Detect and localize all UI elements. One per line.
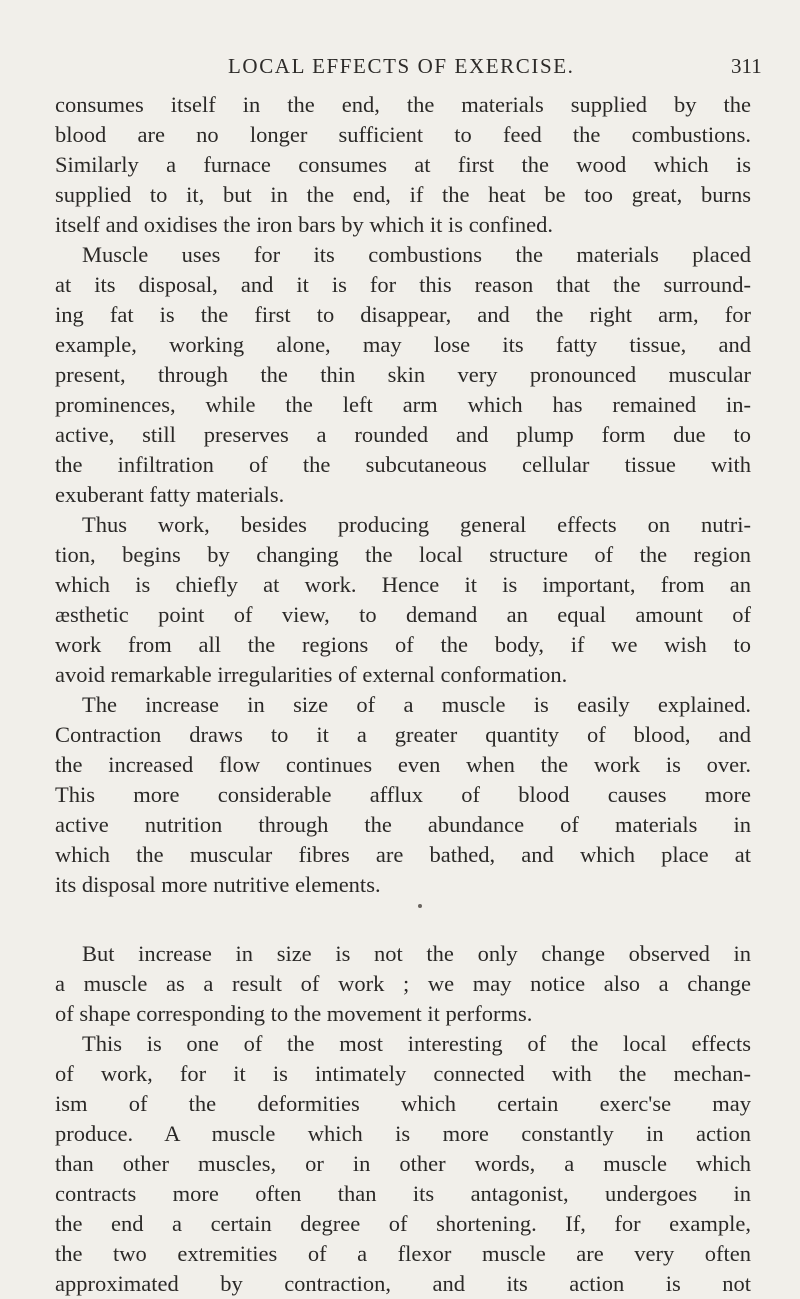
text-line: which the muscular fibres are bathed, and which place at [55,842,751,867]
text-line: contracts more often than its antagonist, undergoes in [55,1181,751,1206]
text-line: at its disposal, and it is for this reason that the surround- [55,272,751,297]
text-line: This more considerable afflux of blood causes more [55,782,751,807]
text-line: active, still preserves a rounded and plump form due to [55,422,751,447]
text-line: This is one of the most interesting of the local effects [82,1031,751,1056]
text-line: a muscle as a result of work ; we may notice also a change [55,971,751,996]
text-line: The increase in size of a muscle is easily explained. [82,692,751,717]
text-line: Contraction draws to it a greater quantity of blood, and [55,722,751,747]
text-line: blood are no longer sufficient to feed the combustions. [55,122,751,147]
text-line: the two extremities of a flexor muscle are very often [55,1241,751,1266]
text-line: æsthetic point of view, to demand an equal amount of [55,602,751,627]
text-line: prominences, while the left arm which has remained in- [55,392,751,417]
print-speck [418,904,422,908]
text-line: Thus work, besides producing general effects on nutri- [82,512,751,537]
text-line: which is chiefly at work. Hence it is important, from an [55,572,751,597]
text-line: avoid remarkable irregularities of external conformation. [55,662,568,687]
text-line: example, working alone, may lose its fatty tissue, and [55,332,751,357]
text-line: Muscle uses for its combustions the materials placed [82,242,751,267]
text-line: the infiltration of the subcutaneous cellular tissue with [55,452,751,477]
text-line: of work, for it is intimately connected with the mechan- [55,1061,751,1086]
text-line: exuberant fatty materials. [55,482,285,507]
text-line: Similarly a furnace consumes at first the wood which is [55,152,751,177]
text-line: the end a certain degree of shortening. If, for example, [55,1211,751,1236]
text-line: work from all the regions of the body, if we wish to [55,632,751,657]
text-line: approximated by contraction, and its action is not [55,1271,751,1296]
text-line: tion, begins by changing the local structure of the region [55,542,751,567]
text-line: But increase in size is not the only change observed in [82,941,751,966]
text-line: produce. A muscle which is more constantly in action [55,1121,751,1146]
text-line: of shape corresponding to the movement it performs. [55,1001,533,1026]
text-line: the increased flow continues even when the work is over. [55,752,751,777]
text-line: present, through the thin skin very pronounced muscular [55,362,751,387]
text-line: ing fat is the first to disappear, and the right arm, for [55,302,751,327]
text-line: than other muscles, or in other words, a muscle which [55,1151,751,1176]
text-line: ism of the deformities which certain exerc'se may [55,1091,751,1116]
text-line: supplied to it, but in the end, if the heat be too great, burns [55,182,751,207]
text-line: consumes itself in the end, the materials supplied by the [55,92,751,117]
text-line: itself and oxidises the iron bars by which it is confined. [55,212,554,237]
text-line: active nutrition through the abundance of materials in [55,812,751,837]
running-head: LOCAL EFFECTS OF EXERCISE. [228,54,575,78]
text-line: its disposal more nutritive elements. [55,872,381,897]
page-number: 311 [731,54,762,78]
